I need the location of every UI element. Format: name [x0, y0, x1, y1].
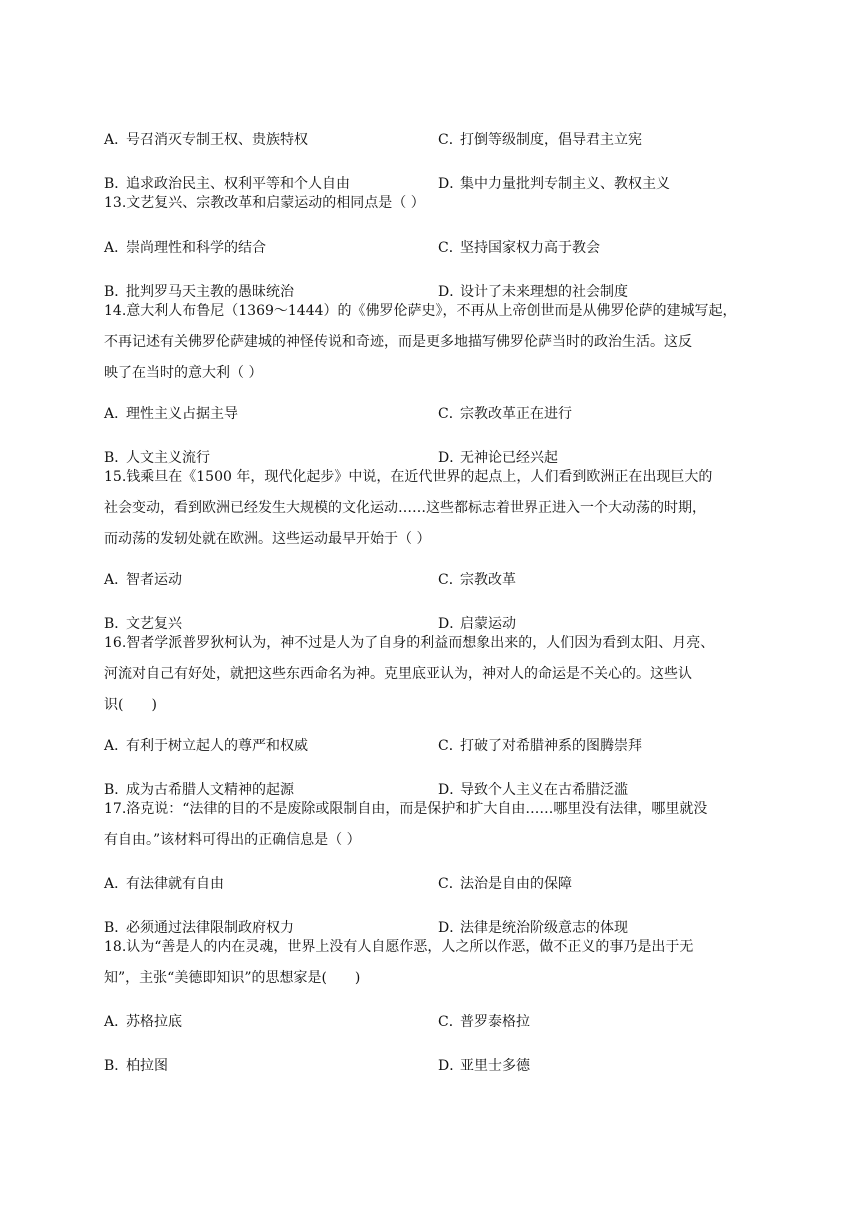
q16-option-a[interactable] [104, 736, 308, 756]
option-text: 崇尚理性和科学的结合 [126, 240, 266, 256]
q12-option-c[interactable] [438, 130, 642, 150]
option-letter: B． [104, 616, 129, 632]
option-letter: B． [104, 176, 129, 192]
q13-option-a[interactable] [104, 238, 266, 258]
stem-line: 不再记述有关佛罗伦萨建城的神怪传说和奇迹，而是更多地描写佛罗伦萨当时的政治生活。这反 [104, 334, 692, 350]
option-letter: B． [104, 1058, 129, 1074]
option-text: 集中力量批判专制主义、教权主义 [460, 176, 670, 192]
q18-option-c[interactable] [438, 1012, 530, 1032]
option-letter: A． [104, 738, 129, 754]
option-text: 启蒙运动 [460, 616, 516, 632]
option-letter: B． [104, 450, 129, 466]
q18-option-a[interactable] [104, 1012, 182, 1032]
q14-option-c[interactable] [438, 404, 572, 424]
q17-option-a[interactable] [104, 874, 224, 894]
option-text: 号召消灭专制王权、贵族特权 [126, 132, 308, 148]
option-text: 追求政治民主、权利平等和个人自由 [126, 176, 350, 192]
stem-line: 识( ) [104, 697, 157, 713]
option-text: 打倒等级制度，倡导君主立宪 [460, 132, 642, 148]
option-text: 打破了对希腊神系的图腾崇拜 [460, 738, 642, 754]
option-text: 设计了未来理想的社会制度 [460, 284, 628, 300]
option-text: 柏拉图 [126, 1058, 168, 1074]
stem-line: 15.钱乘旦在《1500 年，现代化起步》中说，在近代世界的起点上，人们看到欧洲正在出现巨大的 [104, 469, 713, 485]
stem-line: 17.洛克说：“法律的目的不是废除或限制自由，而是保护和扩大自由……哪里没有法律，哪里就没 [104, 801, 708, 817]
option-letter: D． [438, 284, 464, 300]
option-text: 导致个人主义在古希腊泛滥 [460, 782, 628, 798]
stem-line: 社会变动，看到欧洲已经发生大规模的文化运动……这些都标志着世界正进入一个大动荡的时期， [104, 500, 706, 516]
option-text: 人文主义流行 [126, 450, 210, 466]
q15-option-a[interactable] [104, 570, 182, 590]
q16-option-c[interactable] [438, 736, 642, 756]
option-text: 无神论已经兴起 [460, 450, 558, 466]
option-text: 法律是统治阶级意志的体现 [460, 920, 628, 936]
q18-option-b[interactable] [104, 1056, 168, 1076]
stem-line: 映了在当时的意大利（ ） [104, 365, 263, 381]
option-text: 坚持国家权力高于教会 [460, 240, 600, 256]
option-letter: D． [438, 450, 464, 466]
option-text: 文艺复兴 [126, 616, 182, 632]
option-letter: A． [104, 876, 129, 892]
q14-option-a[interactable] [104, 404, 238, 424]
option-letter: C． [438, 406, 463, 422]
option-text: 苏格拉底 [126, 1014, 182, 1030]
option-text: 宗教改革正在进行 [460, 406, 572, 422]
option-text: 成为古希腊人文精神的起源 [126, 782, 294, 798]
q16-stem [104, 628, 760, 721]
option-letter: B． [104, 920, 129, 936]
stem-line: 16.智者学派普罗狄柯认为，神不过是人为了自身的利益而想象出来的，人们因为看到太阳、月亮、 [104, 635, 715, 651]
q15-stem [104, 462, 760, 555]
stem-line: 13.文艺复兴、宗教改革和启蒙运动的相同点是（ ） [104, 195, 425, 211]
stem-line: 而动荡的发轫处就在欧洲。这些运动最早开始于（ ） [104, 531, 431, 547]
option-text: 普罗泰格拉 [460, 1014, 530, 1030]
option-letter: C． [438, 876, 463, 892]
q13-option-c[interactable] [438, 238, 600, 258]
stem-line: 有自由。”该材料可得出的正确信息是（ ） [104, 832, 361, 848]
q13-stem [104, 188, 760, 219]
option-letter: D． [438, 176, 464, 192]
stem-line: 14.意大利人布鲁尼（1369～1444）的《佛罗伦萨史》，不再从上帝创世而是从佛罗伦萨的建城写起， [104, 303, 737, 319]
q15-option-c[interactable] [438, 570, 516, 590]
option-letter: C． [438, 240, 463, 256]
option-letter: C． [438, 572, 463, 588]
option-letter: D． [438, 782, 464, 798]
option-letter: D． [438, 1058, 464, 1074]
option-text: 法治是自由的保障 [460, 876, 572, 892]
option-text: 理性主义占据主导 [126, 406, 238, 422]
option-letter: C． [438, 1014, 463, 1030]
q17-option-c[interactable] [438, 874, 572, 894]
q17-stem [104, 794, 760, 856]
option-letter: A． [104, 406, 129, 422]
option-letter: B． [104, 782, 129, 798]
option-text: 亚里士多德 [460, 1058, 530, 1074]
option-letter: D． [438, 616, 464, 632]
stem-line: 知”，主张“美德即知识”的思想家是( ) [104, 970, 361, 986]
stem-line: 河流对自己有好处，就把这些东西命名为神。克里底亚认为，神对人的命运是不关心的。这些认 [104, 666, 692, 682]
option-letter: C． [438, 738, 463, 754]
option-text: 批判罗马天主教的愚昧统治 [126, 284, 294, 300]
option-letter: A． [104, 132, 129, 148]
option-text: 智者运动 [126, 572, 182, 588]
stem-line: 18.认为“善是人的内在灵魂，世界上没有人自愿作恶，人之所以作恶，做不正义的事乃是出于无 [104, 939, 694, 955]
option-letter: D． [438, 920, 464, 936]
q14-stem [104, 296, 760, 389]
option-letter: A． [104, 1014, 129, 1030]
option-text: 有法律就有自由 [126, 876, 224, 892]
q12-option-a[interactable] [104, 130, 308, 150]
option-text: 有利于树立起人的尊严和权威 [126, 738, 308, 754]
option-letter: A． [104, 240, 129, 256]
q18-stem [104, 932, 760, 994]
option-letter: A． [104, 572, 129, 588]
option-letter: C． [438, 132, 463, 148]
q18-option-d[interactable] [438, 1056, 530, 1076]
option-text: 必须通过法律限制政府权力 [126, 920, 294, 936]
option-letter: B． [104, 284, 129, 300]
option-text: 宗教改革 [460, 572, 516, 588]
